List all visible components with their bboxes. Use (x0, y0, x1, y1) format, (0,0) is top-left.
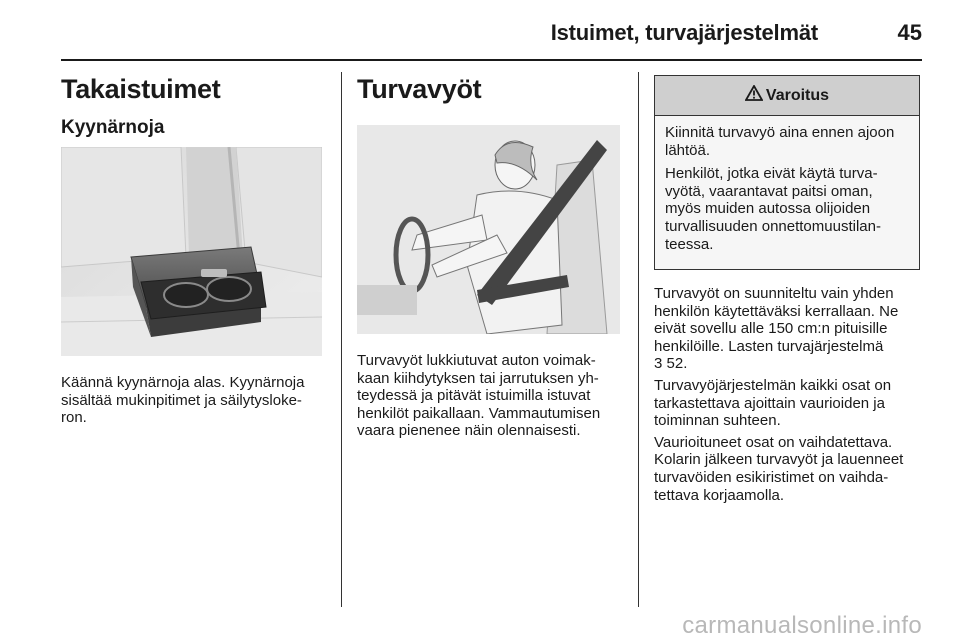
text-line: Turvavyöt on suunniteltu vain yhden (654, 285, 894, 302)
text-line: Henkilöt, jotka eivät käytä turva- (665, 165, 878, 183)
text-line: teydessä ja pitävät istuimilla istuvat (357, 387, 591, 405)
subheading-armrest: Kyynärnoja (61, 117, 165, 138)
warning-triangle-icon (745, 85, 763, 106)
warning-box (654, 75, 920, 270)
text-line: myös muiden autossa olijoiden (665, 200, 871, 218)
armrest-description (61, 374, 326, 427)
text-line: kaan kiihdytyksen tai jarrutuksen yh- (357, 369, 599, 387)
section-heading-rear-seats: Takaistuimet (61, 74, 221, 104)
text-line: Kiinnitä turvavyö aina ennen ajoon (665, 124, 895, 141)
text-line: tettava korjaamolla. (654, 486, 785, 504)
text-line: Turvavyöt lukkiutuvat auton voimak- (357, 352, 596, 369)
text-line: vaara pienenee näin olennaisesti. (357, 422, 581, 440)
text-line: henkilöt paikallaan. Vammautumisen (357, 404, 601, 422)
watermark-text: carmanualsonline.info (682, 612, 922, 639)
header-rule (61, 59, 922, 61)
page-header-title: Istuimet, turvajärjestelmät (550, 20, 818, 45)
warning-paragraph (665, 124, 909, 159)
text-line: eivät sovellu alle 150 cm:n pituisille (654, 320, 888, 338)
text-line: tarkastettava ajoittain vaurioiden ja (654, 394, 885, 412)
seat-belt-illustration (357, 125, 620, 334)
text-line: turvallisuuden onnettomuustilan- (665, 217, 881, 235)
text-line: Turvavyöjärjestelmän kaikki osat on (654, 376, 892, 394)
text-line: henkilön käytettäväksi kerrallaan. Ne (654, 302, 899, 320)
warning-body (655, 116, 919, 253)
text-line: toiminnan suhteen. (654, 412, 781, 430)
text-line: 3 52. (654, 355, 688, 373)
text-line: turvavöiden esikiristimet on vaihda- (654, 468, 889, 486)
column-divider-left (341, 72, 342, 607)
text-line: Vaurioituneet osat on vaihdatettava. (654, 433, 893, 451)
text-line: vyötä, vaarantavat paitsi oman, (665, 182, 873, 200)
text-line: Käännä kyynärnoja alas. Kyynärnoja (61, 374, 305, 391)
text-line: teessa. (665, 235, 714, 253)
text-line: henkilöille. Lasten turvajärjestelmä (654, 337, 884, 355)
armrest-photo (61, 147, 322, 356)
seat-belt-usage-text (654, 285, 929, 508)
paragraph (654, 434, 929, 504)
page-number: 45 (897, 20, 922, 45)
warning-title: Varoitus (765, 86, 830, 104)
text-line: ron. (61, 409, 87, 427)
column-divider-right (638, 72, 639, 607)
warning-header (655, 76, 919, 116)
text-line: lähtöä. (665, 141, 711, 159)
seat-belt-description (357, 352, 625, 440)
text-line: sisältää mukinpitimet ja säilytysloke- (61, 391, 302, 409)
warning-paragraph (665, 165, 909, 253)
section-heading-seat-belts: Turvavyöt (357, 74, 482, 104)
paragraph (654, 285, 929, 373)
text-line: Kolarin jälkeen turvavyöt ja lauenneet (654, 451, 904, 469)
paragraph (654, 377, 929, 430)
